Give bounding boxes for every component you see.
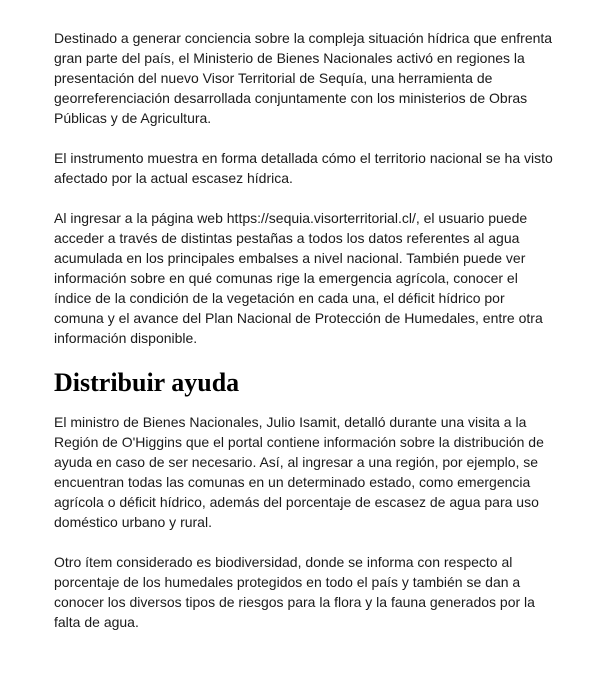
paragraph-intro-3: Al ingresar a la página web https://sequia.visorterritorial.cl/, el usuario puede acceder a través de distintas pestañas a todos los datos referentes al agua acumulada en los principales embalses a nivel nacional. También puede ver información sobre en qué comunas rige la emergencia agrícola, conocer el índice de la condición de la vegetación en cada una, el déficit hídrico por comuna y el avance del Plan Nacional de Protección de Humedales, entre otra información disponible.: [54, 210, 543, 346]
article-body: [54, 28, 554, 652]
paragraph-section-1: El ministro de Bienes Nacionales, Julio Isamit, detalló durante una visita a la Región de O'Higgins que el portal contiene información sobre la distribución de ayuda en caso de ser necesario. Así, al ingresar a una región, por ejemplo, se encuentran todas las comunas en un determinado estado, como emergencia agrícola o déficit hídrico, además del porcentaje de escasez de agua para uso doméstico urbano y rural.: [54, 414, 544, 530]
paragraph-intro-1: Destinado a generar conciencia sobre la compleja situación hídrica que enfrenta gran parte del país, el Ministerio de Bienes Nacionales activó en regiones la presentación del nuevo Visor Territorial de Sequía, una herramienta de georreferenciación desarrollada conjuntamente con los ministerios de Obras Públicas y de Agricultura.: [54, 30, 553, 126]
section-heading: Distribuir ayuda: [54, 368, 240, 397]
paragraph-intro-2: El instrumento muestra en forma detallada cómo el territorio nacional se ha visto afectado por la actual escasez hídrica.: [54, 150, 553, 186]
paragraph-section-2: Otro ítem considerado es biodiversidad, donde se informa con respecto al porcentaje de los humedales protegidos en todo el país y también se dan a conocer los diversos tipos de riesgos para la flora y la fauna generados por la falta de agua.: [54, 554, 535, 630]
